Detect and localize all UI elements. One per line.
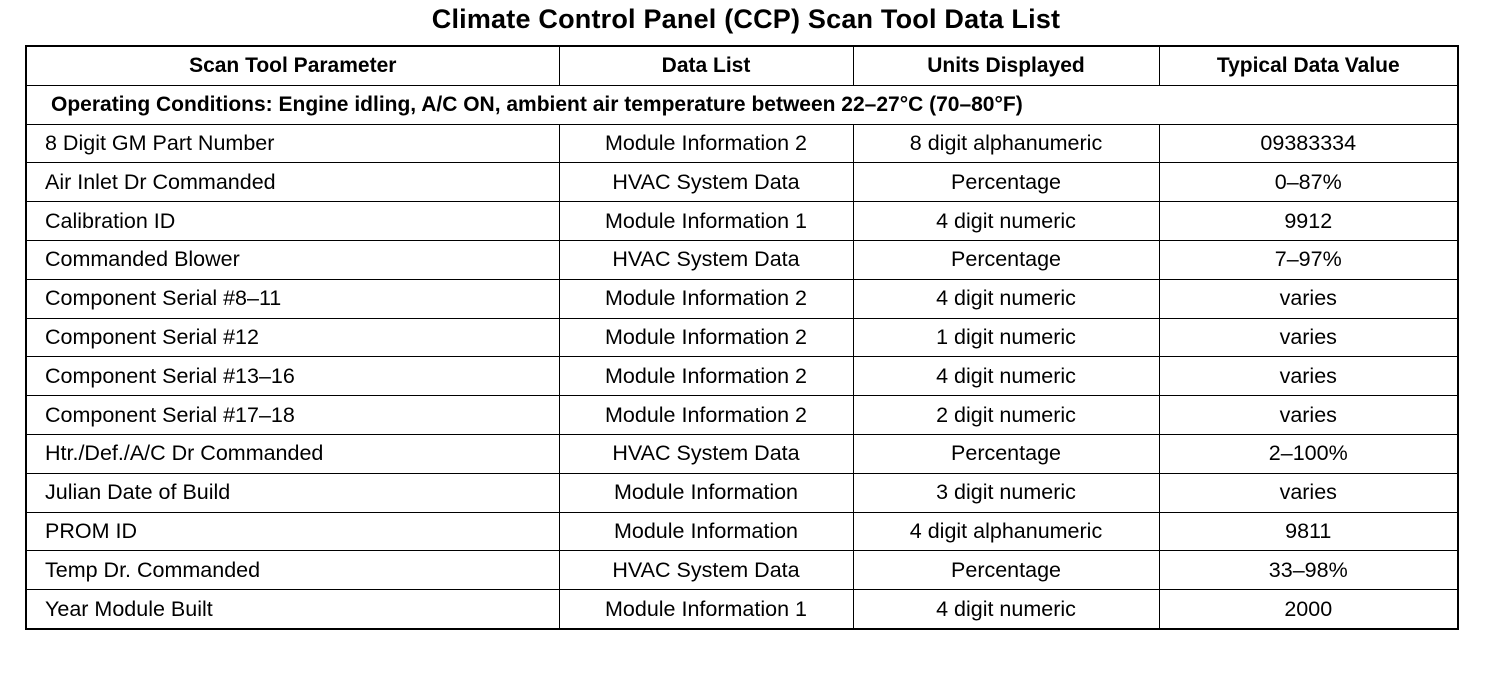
table-row bbox=[26, 279, 1458, 318]
table-row bbox=[26, 357, 1458, 396]
data-list-cell: HVAC System Data bbox=[559, 163, 853, 202]
units-cell: Percentage bbox=[853, 240, 1159, 279]
operating-conditions: Operating Conditions: Engine idling, A/C ON, ambient air temperature between 22–27°C (70–80°F) bbox=[26, 85, 1458, 124]
units-cell: Percentage bbox=[853, 434, 1159, 473]
typical-value-cell: 2–100% bbox=[1159, 434, 1458, 473]
table-row bbox=[26, 590, 1458, 629]
typical-value-cell: 09383334 bbox=[1159, 124, 1458, 163]
page-title: Climate Control Panel (CCP) Scan Tool Data List bbox=[431, 4, 1061, 34]
parameter-cell: Julian Date of Build bbox=[26, 473, 559, 512]
table-row bbox=[26, 124, 1458, 163]
data-list-cell: HVAC System Data bbox=[559, 551, 853, 590]
parameter-cell: Component Serial #17–18 bbox=[26, 396, 559, 435]
typical-value-cell: 9811 bbox=[1159, 512, 1458, 551]
typical-value-cell: 9912 bbox=[1159, 202, 1458, 241]
units-cell: Percentage bbox=[853, 551, 1159, 590]
parameter-cell: Calibration ID bbox=[26, 202, 559, 241]
units-cell: 1 digit numeric bbox=[853, 318, 1159, 357]
table-row bbox=[26, 163, 1458, 202]
data-list-cell: Module Information 2 bbox=[559, 357, 853, 396]
data-list-cell: Module Information 2 bbox=[559, 396, 853, 435]
table-row bbox=[26, 240, 1458, 279]
typical-value-cell: varies bbox=[1159, 279, 1458, 318]
typical-value-cell: varies bbox=[1159, 318, 1458, 357]
parameter-cell: Air Inlet Dr Commanded bbox=[26, 163, 559, 202]
parameter-cell: Htr./Def./A/C Dr Commanded bbox=[26, 434, 559, 473]
units-cell: 3 digit numeric bbox=[853, 473, 1159, 512]
typical-value-cell: 33–98% bbox=[1159, 551, 1458, 590]
data-list-cell: Module Information 1 bbox=[559, 202, 853, 241]
column-header-parameter: Scan Tool Parameter bbox=[26, 46, 559, 85]
typical-value-cell: 2000 bbox=[1159, 590, 1458, 629]
table-row bbox=[26, 202, 1458, 241]
units-cell: 4 digit numeric bbox=[853, 590, 1159, 629]
units-cell: 8 digit alphanumeric bbox=[853, 124, 1159, 163]
table-row bbox=[26, 473, 1458, 512]
data-list-cell: Module Information bbox=[559, 512, 853, 551]
units-cell: 4 digit numeric bbox=[853, 279, 1159, 318]
table-header-row bbox=[26, 46, 1458, 85]
parameter-cell: Component Serial #8–11 bbox=[26, 279, 559, 318]
typical-value-cell: varies bbox=[1159, 396, 1458, 435]
parameter-cell: PROM ID bbox=[26, 512, 559, 551]
data-list-cell: HVAC System Data bbox=[559, 434, 853, 473]
typical-value-cell: 7–97% bbox=[1159, 240, 1458, 279]
data-list-cell: Module Information 2 bbox=[559, 318, 853, 357]
column-header-units: Units Displayed bbox=[853, 46, 1159, 85]
column-header-data-list: Data List bbox=[559, 46, 853, 85]
typical-value-cell: varies bbox=[1159, 357, 1458, 396]
column-header-typical-value: Typical Data Value bbox=[1159, 46, 1458, 85]
table-row bbox=[26, 434, 1458, 473]
table-row bbox=[26, 318, 1458, 357]
data-list-cell: Module Information 2 bbox=[559, 279, 853, 318]
table-row bbox=[26, 396, 1458, 435]
parameter-cell: Component Serial #13–16 bbox=[26, 357, 559, 396]
typical-value-cell: 0–87% bbox=[1159, 163, 1458, 202]
units-cell: 4 digit numeric bbox=[853, 357, 1159, 396]
parameter-cell: 8 Digit GM Part Number bbox=[26, 124, 559, 163]
parameter-cell: Commanded Blower bbox=[26, 240, 559, 279]
units-cell: 4 digit alphanumeric bbox=[853, 512, 1159, 551]
data-list-cell: Module Information 2 bbox=[559, 124, 853, 163]
operating-conditions-row bbox=[26, 85, 1458, 124]
data-list-cell: Module Information 1 bbox=[559, 590, 853, 629]
parameter-cell: Year Module Built bbox=[26, 590, 559, 629]
typical-value-cell: varies bbox=[1159, 473, 1458, 512]
data-list-cell: HVAC System Data bbox=[559, 240, 853, 279]
units-cell: 4 digit numeric bbox=[853, 202, 1159, 241]
units-cell: 2 digit numeric bbox=[853, 396, 1159, 435]
units-cell: Percentage bbox=[853, 163, 1159, 202]
table-row bbox=[26, 512, 1458, 551]
parameter-cell: Temp Dr. Commanded bbox=[26, 551, 559, 590]
parameter-cell: Component Serial #12 bbox=[26, 318, 559, 357]
table-row bbox=[26, 551, 1458, 590]
scan-tool-data-table bbox=[25, 45, 1459, 630]
data-list-cell: Module Information bbox=[559, 473, 853, 512]
